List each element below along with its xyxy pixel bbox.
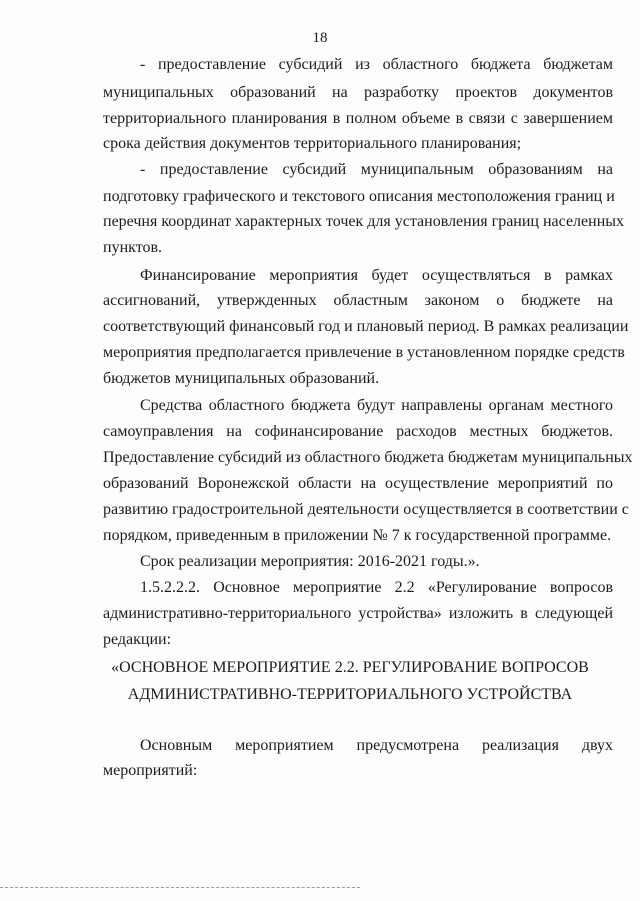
section-heading: АДМИНИСТРАТИВНО-ТЕРРИТОРИАЛЬНОГО УСТРОЙСТВА [127,686,573,703]
text-line: Предоставление субсидий из областного бюджета бюджетам муниципальных [103,449,633,466]
text-line: территориального планирования в полном объеме в связи с завершением [103,110,613,127]
text-line: образований Воронежской области на осуществление мероприятий по [103,475,613,492]
text-line: порядком, приведенным в приложении № 7 к государственной программе. [103,527,612,544]
text-line: Срок реализации мероприятия: 2016-2021 годы.». [140,553,480,570]
text-line: - предоставление субсидий муниципальным образованиям на [140,161,613,178]
text-line: Финансирование мероприятия будет осуществляться в рамках [140,267,613,284]
page-number: 18 [312,30,328,46]
text-line: административно-территориального устройства» изложить в следующей [103,605,613,622]
text-line: муниципальных образований на разработку проектов документов [103,84,613,101]
section-heading: «ОСНОВНОЕ МЕРОПРИЯТИЕ 2.2. РЕГУЛИРОВАНИЕ ВОПРОСОВ [111,659,589,676]
text-line: 1.5.2.2.2. Основное мероприятие 2.2 «Регулирование вопросов [140,579,613,596]
text-line: Основным мероприятием предусмотрена реализация двух [140,737,613,754]
footer-rule [0,887,360,888]
text-line: соответствующий финансовый год и плановый период. В рамках реализации [103,318,629,335]
text-line: самоуправления на софинансирование расходов местных бюджетов. [103,423,613,440]
text-line: Средства областного бюджета будут направлены органам местного [140,397,613,414]
text-line: развитию градостроительной деятельности осуществляется в соответствии с [103,501,629,518]
text-line: пунктов. [103,239,163,256]
text-line: бюджетов муниципальных образований. [103,370,380,387]
text-line: мероприятия предполагается привлечение в установленном порядке средств [103,344,625,361]
text-line: мероприятий: [103,762,198,779]
text-line: подготовку графического и текстового описания местоположения границ и [103,188,615,205]
text-line: перечня координат характерных точек для установления границ населенных [103,213,625,230]
text-line: редакции: [103,631,172,648]
text-line: - предоставление субсидий из областного бюджета бюджетам [140,56,613,73]
text-line: срока действия документов территориального планирования; [103,135,522,152]
text-line: ассигнований, утвержденных областным законом о бюджете на [103,292,613,309]
